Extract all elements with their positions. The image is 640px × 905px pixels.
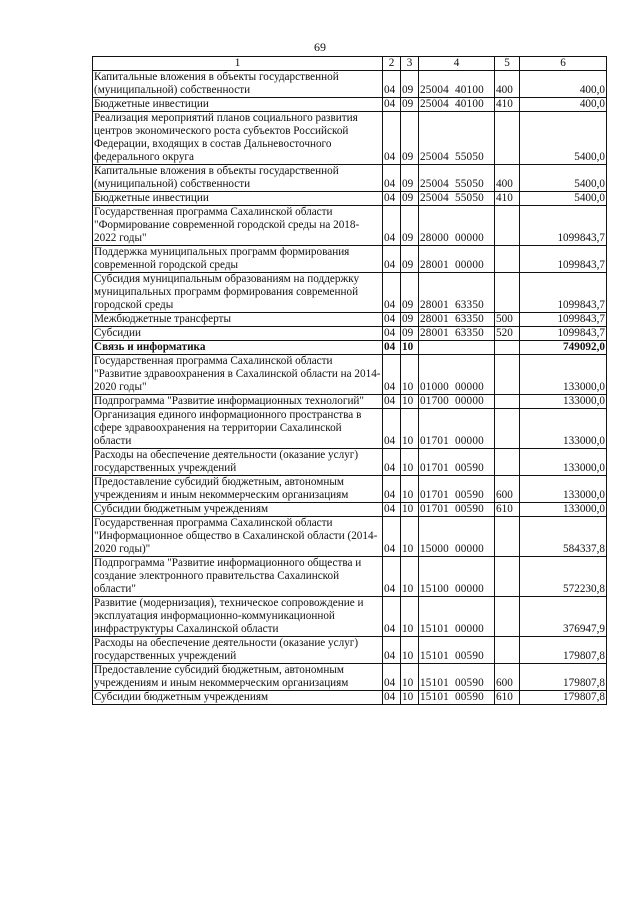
row-name-cell: Организация единого информационного пространства в сфере здравоохранения на территории Сахалинской области [93, 409, 383, 449]
row-expense-type-cell: 610 [495, 503, 520, 517]
row-target-cell: 01701 00590 [419, 476, 495, 503]
row-expense-type-cell: 410 [495, 192, 520, 206]
row-section-cell: 04 [383, 246, 401, 273]
row-target-cell: 15100 00000 [419, 557, 495, 597]
header-row [93, 57, 607, 71]
row-subsection-cell: 09 [401, 313, 419, 327]
budget-table [92, 56, 607, 705]
row-target-cell: 28000 00000 [419, 206, 495, 246]
row-expense-type-cell [495, 395, 520, 409]
table-row [93, 637, 607, 664]
row-target-cell [419, 341, 495, 355]
row-section-cell: 04 [383, 664, 401, 691]
row-expense-type-cell [495, 273, 520, 313]
row-amount-cell: 400,0 [520, 98, 607, 112]
table-row [93, 691, 607, 705]
row-section-cell: 04 [383, 165, 401, 192]
row-section-cell: 04 [383, 327, 401, 341]
row-subsection-cell: 10 [401, 691, 419, 705]
row-amount-cell: 5400,0 [520, 192, 607, 206]
table-row [93, 664, 607, 691]
table-row [93, 355, 607, 395]
table-row [93, 517, 607, 557]
row-amount-cell: 179807,8 [520, 637, 607, 664]
header-cell-name: 1 [93, 57, 383, 71]
row-target-cell: 15000 00000 [419, 517, 495, 557]
row-name-cell: Государственная программа Сахалинской области "Информационное общество в Сахалинской области (2014-2020 годы)" [93, 517, 383, 557]
row-subsection-cell: 10 [401, 557, 419, 597]
row-subsection-cell: 09 [401, 71, 419, 98]
row-amount-cell: 584337,8 [520, 517, 607, 557]
row-section-cell: 04 [383, 517, 401, 557]
row-subsection-cell: 10 [401, 409, 419, 449]
row-name-cell: Капитальные вложения в объекты государственной (муниципальной) собственности [93, 165, 383, 192]
row-subsection-cell: 09 [401, 192, 419, 206]
row-name-cell: Поддержка муниципальных программ формирования современной городской среды [93, 246, 383, 273]
row-expense-type-cell [495, 637, 520, 664]
row-target-cell: 25004 40100 [419, 71, 495, 98]
row-expense-type-cell: 600 [495, 664, 520, 691]
row-amount-cell: 1099843,7 [520, 206, 607, 246]
row-expense-type-cell [495, 557, 520, 597]
row-target-cell: 25004 55050 [419, 192, 495, 206]
row-subsection-cell: 09 [401, 165, 419, 192]
row-section-cell: 04 [383, 192, 401, 206]
table-row [93, 165, 607, 192]
row-amount-cell: 133000,0 [520, 449, 607, 476]
page-number: 69 [314, 40, 326, 54]
row-section-cell: 04 [383, 691, 401, 705]
row-expense-type-cell [495, 517, 520, 557]
row-amount-cell: 133000,0 [520, 355, 607, 395]
row-amount-cell: 179807,8 [520, 664, 607, 691]
row-name-cell: Бюджетные инвестиции [93, 98, 383, 112]
table-row [93, 313, 607, 327]
row-amount-cell: 133000,0 [520, 409, 607, 449]
row-section-cell: 04 [383, 637, 401, 664]
row-target-cell: 25004 55050 [419, 112, 495, 165]
row-name-cell: Развитие (модернизация), техническое сопровождение и эксплуатация информационно-коммуникационной инфраструктуры Сахалинской области [93, 597, 383, 637]
row-target-cell: 01700 00000 [419, 395, 495, 409]
table-row [93, 503, 607, 517]
row-subsection-cell: 10 [401, 503, 419, 517]
table-row [93, 557, 607, 597]
row-name-cell: Субсидии бюджетным учреждениям [93, 691, 383, 705]
row-expense-type-cell: 400 [495, 165, 520, 192]
row-subsection-cell: 09 [401, 273, 419, 313]
row-section-cell: 04 [383, 503, 401, 517]
row-subsection-cell: 10 [401, 476, 419, 503]
row-expense-type-cell [495, 112, 520, 165]
row-expense-type-cell [495, 409, 520, 449]
row-expense-type-cell [495, 449, 520, 476]
row-expense-type-cell: 500 [495, 313, 520, 327]
row-section-cell: 04 [383, 71, 401, 98]
row-section-cell: 04 [383, 341, 401, 355]
table-row [93, 206, 607, 246]
row-section-cell: 04 [383, 449, 401, 476]
row-amount-cell: 1099843,7 [520, 273, 607, 313]
row-amount-cell: 400,0 [520, 71, 607, 98]
table-row [93, 246, 607, 273]
row-target-cell: 25004 55050 [419, 165, 495, 192]
row-section-cell: 04 [383, 112, 401, 165]
row-subsection-cell: 10 [401, 637, 419, 664]
row-target-cell: 01000 00000 [419, 355, 495, 395]
table-row [93, 395, 607, 409]
row-target-cell: 15101 00590 [419, 664, 495, 691]
row-target-cell: 01701 00590 [419, 449, 495, 476]
row-section-cell: 04 [383, 476, 401, 503]
row-name-cell: Реализация мероприятий планов социального развития центров экономического роста субъектов Российской Федерации, входящих в состав Дальневосточного федерального округа [93, 112, 383, 165]
row-name-cell: Предоставление субсидий бюджетным, автономным учреждениям и иным некоммерческим организациям [93, 476, 383, 503]
row-target-cell: 28001 63350 [419, 313, 495, 327]
row-section-cell: 04 [383, 98, 401, 112]
row-expense-type-cell: 520 [495, 327, 520, 341]
row-amount-cell: 572230,8 [520, 557, 607, 597]
row-amount-cell: 133000,0 [520, 395, 607, 409]
row-expense-type-cell: 610 [495, 691, 520, 705]
row-target-cell: 28001 00000 [419, 246, 495, 273]
row-subsection-cell: 09 [401, 327, 419, 341]
row-name-cell: Капитальные вложения в объекты государственной (муниципальной) собственности [93, 71, 383, 98]
row-target-cell: 28001 63350 [419, 273, 495, 313]
row-subsection-cell: 10 [401, 597, 419, 637]
row-expense-type-cell: 600 [495, 476, 520, 503]
row-name-cell: Подпрограмма "Развитие информационных технологий" [93, 395, 383, 409]
row-amount-cell: 5400,0 [520, 112, 607, 165]
row-section-cell: 04 [383, 597, 401, 637]
row-subsection-cell: 10 [401, 355, 419, 395]
table-row [93, 341, 607, 355]
header-cell-section: 2 [383, 57, 401, 71]
row-subsection-cell: 10 [401, 517, 419, 557]
table-row [93, 273, 607, 313]
table-row [93, 449, 607, 476]
table-row [93, 192, 607, 206]
row-name-cell: Предоставление субсидий бюджетным, автономным учреждениям и иным некоммерческим организациям [93, 664, 383, 691]
row-target-cell: 15101 00590 [419, 637, 495, 664]
row-expense-type-cell: 400 [495, 71, 520, 98]
row-name-cell: Связь и информатика [93, 341, 383, 355]
row-amount-cell: 1099843,7 [520, 327, 607, 341]
row-target-cell: 01701 00590 [419, 503, 495, 517]
row-section-cell: 04 [383, 313, 401, 327]
header-cell-amount: 6 [520, 57, 607, 71]
row-name-cell: Государственная программа Сахалинской области "Формирование современной городской среды на 2018-2022 годы" [93, 206, 383, 246]
header-cell-subsection: 3 [401, 57, 419, 71]
table-row [93, 409, 607, 449]
table-row [93, 112, 607, 165]
row-amount-cell: 5400,0 [520, 165, 607, 192]
row-target-cell: 01701 00000 [419, 409, 495, 449]
row-amount-cell: 1099843,7 [520, 313, 607, 327]
row-subsection-cell: 10 [401, 664, 419, 691]
row-section-cell: 04 [383, 273, 401, 313]
row-name-cell: Подпрограмма "Развитие информационного общества и создание электронного правительства Сахалинской области" [93, 557, 383, 597]
row-name-cell: Расходы на обеспечение деятельности (оказание услуг) государственных учреждений [93, 449, 383, 476]
table-row [93, 597, 607, 637]
row-name-cell: Расходы на обеспечение деятельности (оказание услуг) государственных учреждений [93, 637, 383, 664]
row-expense-type-cell [495, 597, 520, 637]
row-amount-cell: 133000,0 [520, 476, 607, 503]
table-row [93, 327, 607, 341]
table-row [93, 476, 607, 503]
row-expense-type-cell [495, 341, 520, 355]
row-amount-cell: 179807,8 [520, 691, 607, 705]
row-subsection-cell: 10 [401, 395, 419, 409]
row-subsection-cell: 09 [401, 112, 419, 165]
row-target-cell: 25004 40100 [419, 98, 495, 112]
row-subsection-cell: 10 [401, 341, 419, 355]
row-target-cell: 28001 63350 [419, 327, 495, 341]
row-target-cell: 15101 00590 [419, 691, 495, 705]
row-expense-type-cell [495, 355, 520, 395]
row-name-cell: Бюджетные инвестиции [93, 192, 383, 206]
row-amount-cell: 133000,0 [520, 503, 607, 517]
table-row [93, 98, 607, 112]
row-name-cell: Государственная программа Сахалинской области "Развитие здравоохранения в Сахалинской области на 2014-2020 годы" [94, 355, 381, 393]
row-section-cell: 04 [383, 557, 401, 597]
row-section-cell: 04 [383, 355, 401, 395]
row-name-cell: Субсидия муниципальным образованиям на поддержку муниципальных программ формирования современной городской среды [93, 273, 383, 313]
row-section-cell: 04 [383, 395, 401, 409]
row-subsection-cell: 09 [401, 206, 419, 246]
row-name-cell: Межбюджетные трансферты [93, 313, 383, 327]
row-name-cell: Субсидии бюджетным учреждениям [93, 503, 383, 517]
header-cell-target: 4 [419, 57, 495, 71]
row-target-cell: 15101 00000 [419, 597, 495, 637]
row-section-cell: 04 [383, 409, 401, 449]
row-expense-type-cell [495, 206, 520, 246]
row-expense-type-cell [495, 246, 520, 273]
row-subsection-cell: 09 [401, 246, 419, 273]
row-name-cell: Субсидии [93, 327, 383, 341]
row-section-cell: 04 [383, 206, 401, 246]
table-row [93, 71, 607, 98]
row-amount-cell: 1099843,7 [520, 246, 607, 273]
row-subsection-cell: 09 [401, 98, 419, 112]
row-amount-cell: 376947,9 [520, 597, 607, 637]
row-expense-type-cell: 410 [495, 98, 520, 112]
row-amount-cell: 749092,0 [520, 341, 607, 355]
row-subsection-cell: 10 [401, 449, 419, 476]
header-cell-expense-type: 5 [495, 57, 520, 71]
